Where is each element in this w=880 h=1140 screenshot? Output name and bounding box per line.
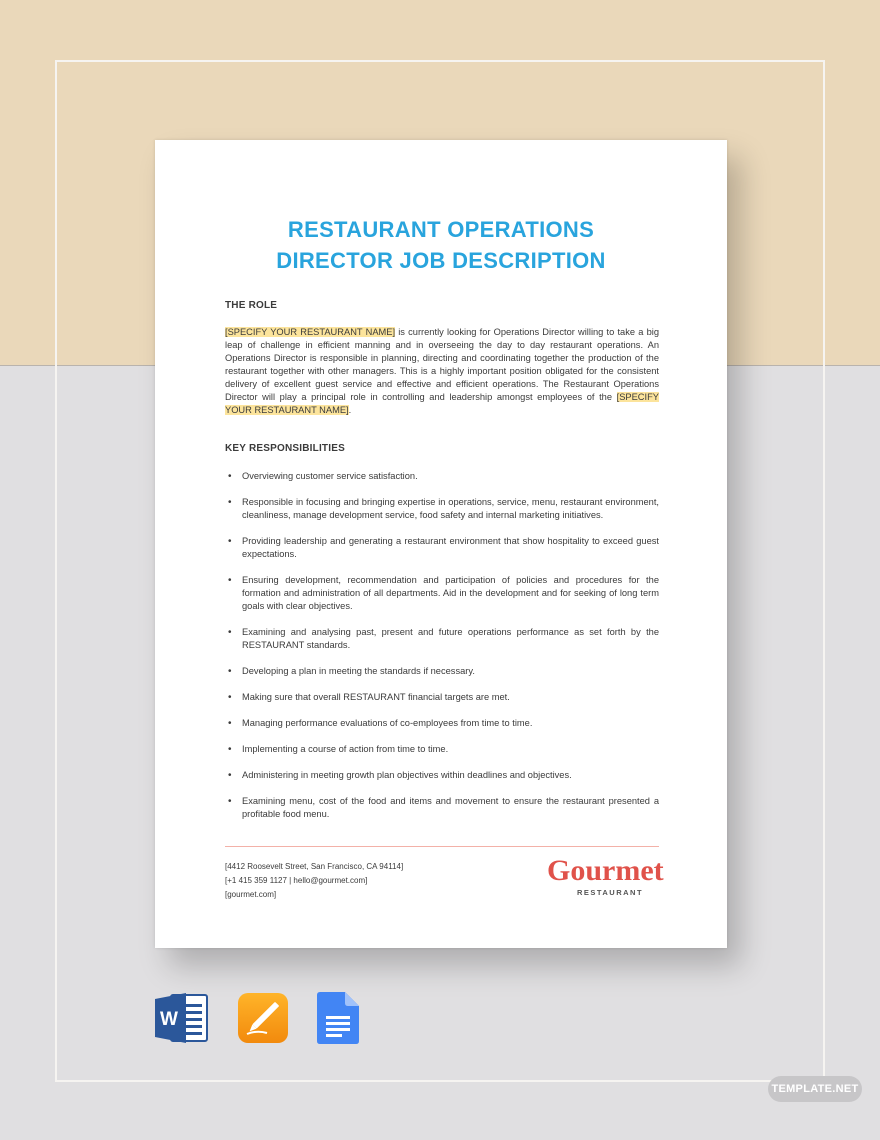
list-item: • Managing performance evaluations of co-employees from time to time. bbox=[228, 718, 533, 729]
word-icon[interactable] bbox=[155, 992, 209, 1049]
bullet-icon: • bbox=[228, 666, 232, 677]
bullet-icon: • bbox=[228, 770, 232, 781]
footer-divider bbox=[225, 846, 659, 847]
list-item: • Ensuring development, recommendation and participation of policies and procedures for the formation and administration of all departments. Aid in the development and for seeking of long term goals with clear objectives. bbox=[228, 575, 659, 611]
bullet-icon: • bbox=[228, 575, 232, 586]
document-title bbox=[155, 214, 727, 276]
template-net-badge[interactable]: TEMPLATE.NET bbox=[768, 1076, 862, 1102]
list-item: • Making sure that overall RESTAURANT financial targets are met. bbox=[228, 692, 510, 703]
role-heading: THE ROLE bbox=[225, 300, 278, 311]
word-icon-letter: W bbox=[160, 1009, 178, 1030]
list-item: • Examining and analysing past, present and future operations performance as set forth by the RESTAURANT standards. bbox=[228, 627, 659, 650]
role-paragraph bbox=[225, 326, 659, 417]
role-text-end: . bbox=[348, 405, 352, 415]
bullet-icon: • bbox=[228, 627, 232, 638]
brand-subtitle: RESTAURANT bbox=[576, 888, 644, 897]
restaurant-name-placeholder: [SPECIFY YOUR RESTAURANT NAME] bbox=[225, 327, 396, 337]
footer-phone-email: [+1 415 359 1127 | hello@gourmet.com] bbox=[225, 876, 368, 885]
bullet-icon: • bbox=[228, 718, 232, 729]
responsibilities-list bbox=[225, 470, 659, 834]
title-line-1: RESTAURANT OPERATIONS bbox=[287, 217, 595, 242]
role-text: is currently looking for Operations Director willing to take a big leap of challenge in efficient manning and in overseeing the day to day restaurant operations. An Operations Director is responsible in planning, directing and coordinating together the production of the restaurant together with other managers. This is a highly important position obligated for the consistent delivery of excellent guest service and effective and efficient operations. The Restaurant Operations Director will play a principal role in controlling and leadership amongst employees of the bbox=[225, 327, 659, 402]
bullet-icon: • bbox=[228, 471, 232, 482]
footer-contact bbox=[225, 860, 403, 902]
footer-website: [gourmet.com] bbox=[225, 890, 277, 899]
list-item: • Examining menu, cost of the food and items and movement to ensure the restaurant presented a profitable food menu. bbox=[228, 796, 659, 819]
title-line-2: DIRECTOR JOB DESCRIPTION bbox=[276, 248, 606, 273]
bullet-icon: • bbox=[228, 744, 232, 755]
bullet-icon: • bbox=[228, 536, 232, 547]
list-item: • Developing a plan in meeting the standards if necessary. bbox=[228, 666, 475, 677]
brand-name: Gourmet bbox=[547, 854, 664, 887]
document-page bbox=[155, 140, 727, 948]
restaurant-name-placeholder: [SPECIFY YOUR RESTAURANT NAME] bbox=[225, 392, 659, 415]
list-item: • Providing leadership and generating a restaurant environment that show hospitality to exceed guest expectations. bbox=[228, 536, 659, 559]
footer-address: [4412 Roosevelt Street, San Francisco, CA 94114] bbox=[225, 862, 404, 871]
google-docs-icon[interactable] bbox=[317, 992, 359, 1049]
bullet-icon: • bbox=[228, 692, 232, 703]
bullet-icon: • bbox=[228, 796, 232, 807]
brand-logo bbox=[547, 854, 664, 897]
responsibilities-heading: KEY RESPONSIBILITIES bbox=[225, 443, 345, 454]
list-item: • Overviewing customer service satisfaction. bbox=[228, 471, 418, 482]
list-item: • Implementing a course of action from time to time. bbox=[228, 744, 449, 755]
list-item: • Administering in meeting growth plan objectives within deadlines and objectives. bbox=[228, 770, 572, 781]
list-item: • Responsible in focusing and bringing expertise in operations, service, menu, restaurant environment, cleanliness, manage development service, food safety and internal marketing initiatives. bbox=[228, 497, 659, 520]
bullet-icon: • bbox=[228, 497, 232, 508]
pages-icon[interactable] bbox=[237, 992, 289, 1049]
